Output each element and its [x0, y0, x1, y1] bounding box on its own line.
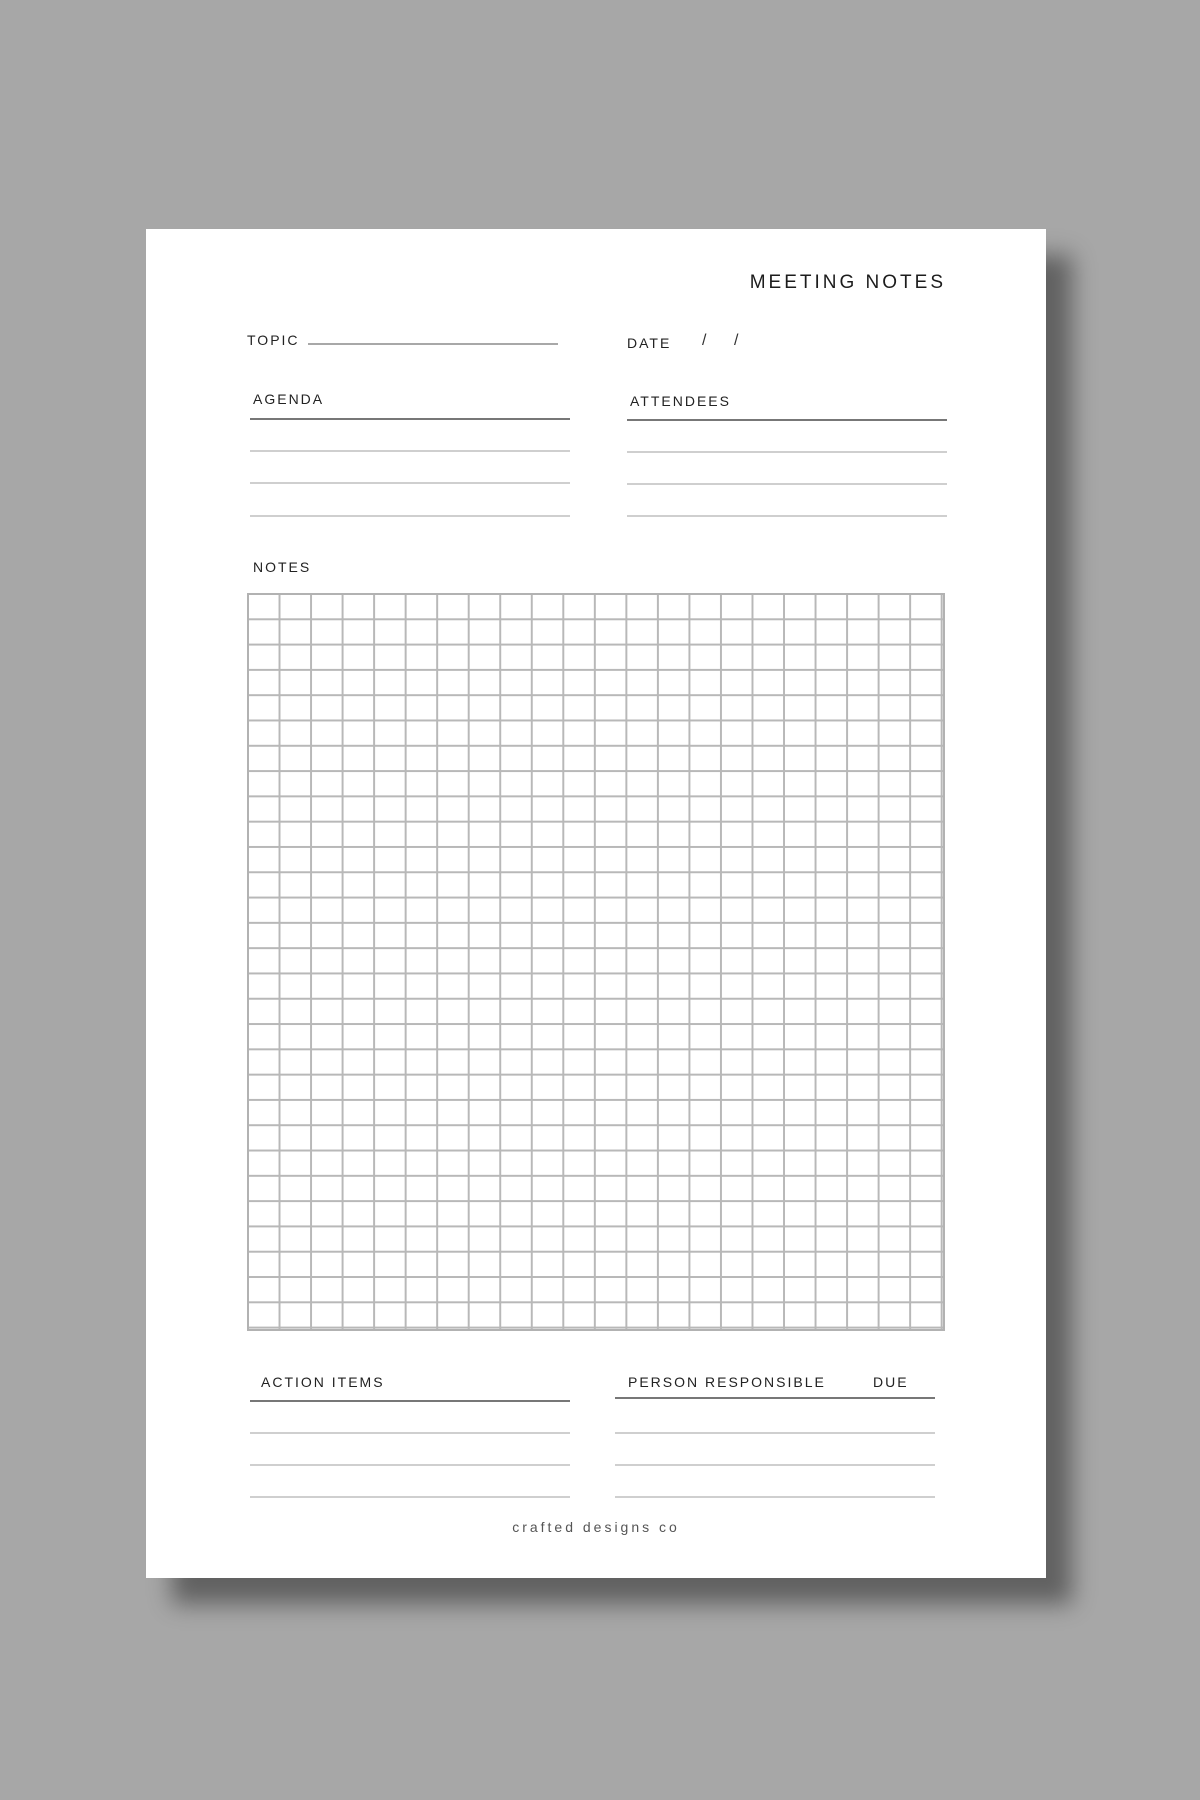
agenda-header-rule [250, 418, 570, 420]
page-title: MEETING NOTES [749, 272, 946, 293]
responsible-line[interactable] [615, 1464, 935, 1466]
action-item-line[interactable] [250, 1496, 570, 1498]
notes-label: NOTES [253, 559, 312, 575]
date-separator-2: / [734, 332, 739, 349]
brand-footer: crafted designs co [512, 1519, 680, 1535]
agenda-line[interactable] [250, 515, 570, 517]
responsible-line[interactable] [615, 1432, 935, 1434]
attendees-label: ATTENDEES [630, 393, 731, 409]
planner-page [146, 229, 1046, 1578]
agenda-line[interactable] [250, 450, 570, 452]
due-label: DUE [873, 1374, 909, 1390]
responsible-header-rule [615, 1397, 935, 1399]
attendee-line[interactable] [627, 451, 947, 453]
date-label: DATE [627, 335, 672, 351]
agenda-line[interactable] [250, 482, 570, 484]
topic-label: TOPIC [247, 332, 300, 348]
action-items-label: ACTION ITEMS [261, 1374, 385, 1390]
action-items-header-rule [250, 1400, 570, 1402]
date-separator-1: / [702, 332, 707, 349]
person-responsible-label: PERSON RESPONSIBLE [628, 1374, 826, 1390]
action-item-line[interactable] [250, 1464, 570, 1466]
topic-field-line[interactable] [308, 343, 558, 345]
agenda-label: AGENDA [253, 391, 325, 407]
responsible-line[interactable] [615, 1496, 935, 1498]
notes-grid[interactable] [247, 593, 945, 1331]
action-item-line[interactable] [250, 1432, 570, 1434]
attendees-header-rule [627, 419, 947, 421]
attendee-line[interactable] [627, 515, 947, 517]
attendee-line[interactable] [627, 483, 947, 485]
